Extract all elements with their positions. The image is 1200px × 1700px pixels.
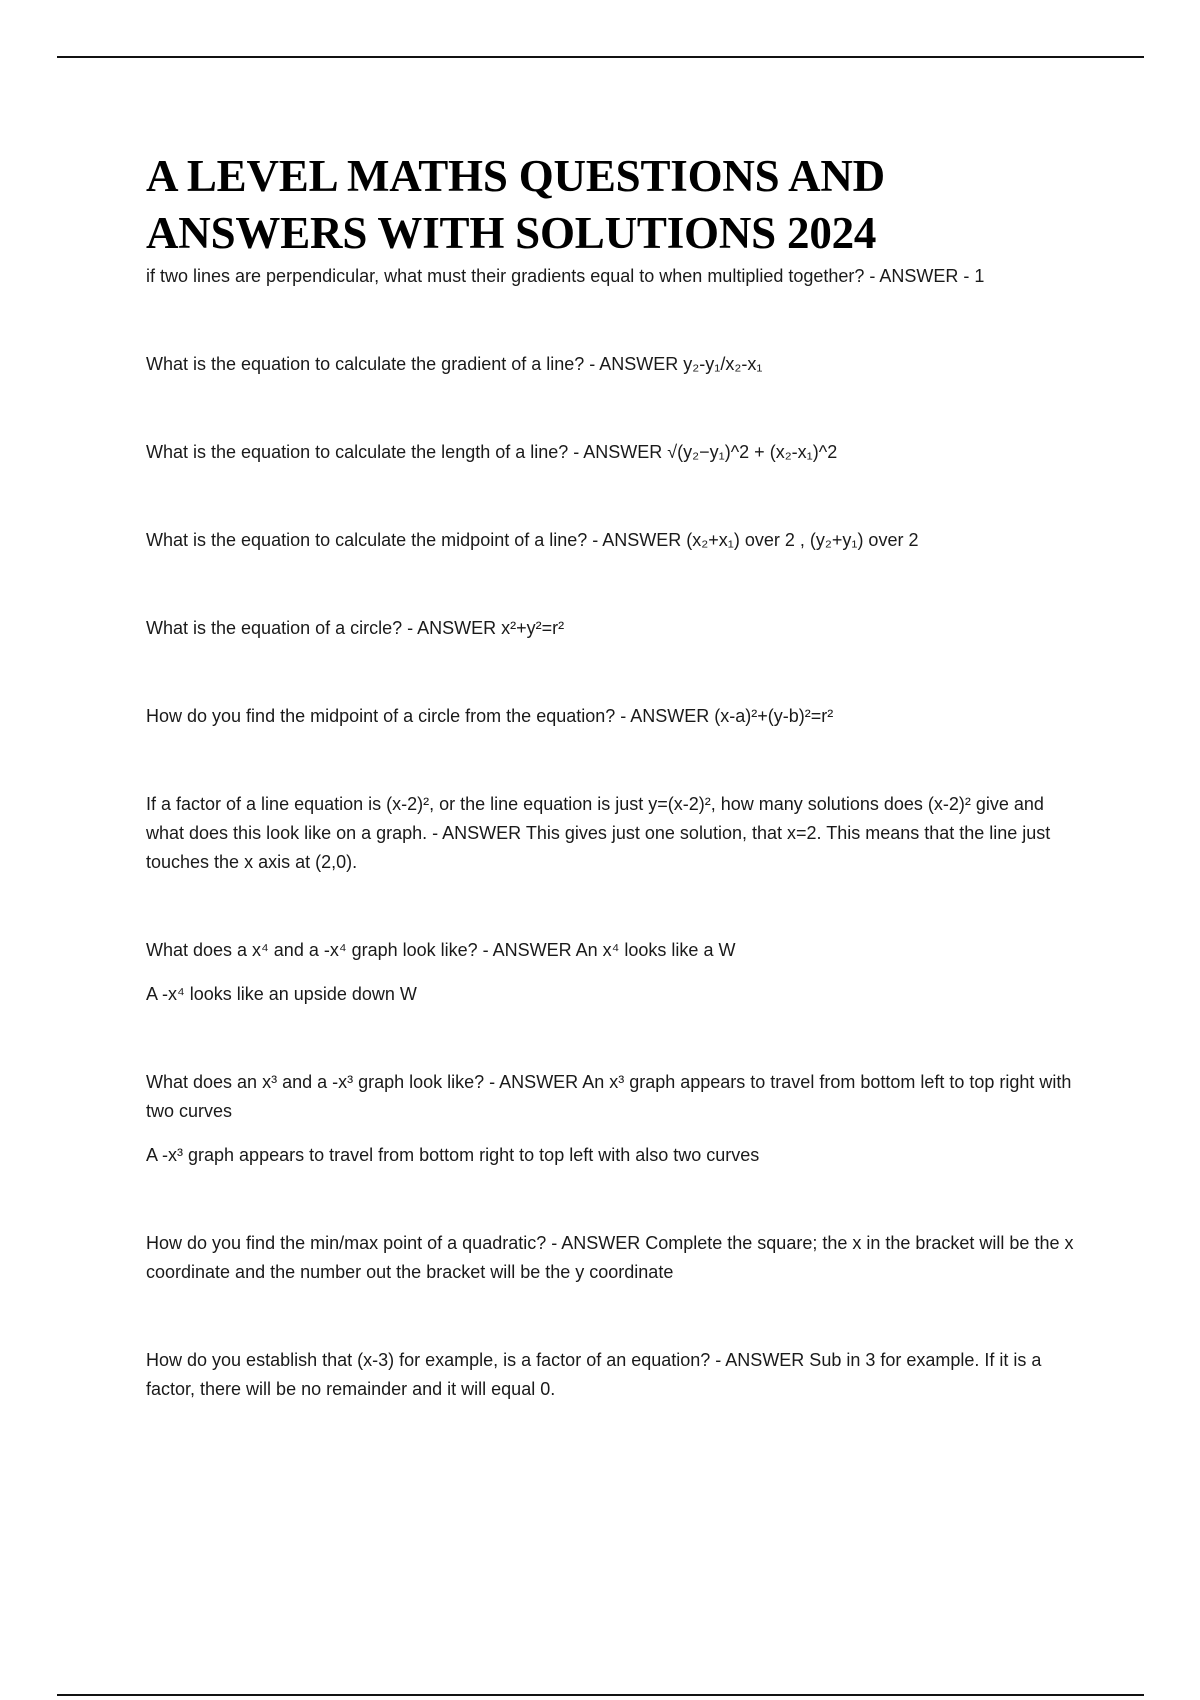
- qa-item: [146, 1346, 1086, 1404]
- qa-paragraph: How do you find the midpoint of a circle from the equation? - ANSWER (x-a)²+(y-b)²=r²: [146, 706, 834, 726]
- qa-item: [146, 1229, 1086, 1287]
- qa-paragraph: A -x³ graph appears to travel from bottom right to top left with also two curves: [146, 1145, 760, 1165]
- qa-paragraph: What is the equation to calculate the gradient of a line? - ANSWER y₂-y₁/x₂-x₁: [146, 354, 763, 374]
- qa-item: [146, 438, 1086, 467]
- qa-paragraph: What is the equation of a circle? - ANSWER x²+y²=r²: [146, 618, 565, 638]
- qa-paragraph: What is the equation to calculate the length of a line? - ANSWER √(y₂−y₁)^2 + (x₂-x₁)^2: [146, 442, 838, 462]
- title-line-1: A LEVEL MATHS QUESTIONS AND: [146, 151, 885, 201]
- qa-paragraph: if two lines are perpendicular, what must their gradients equal to when multiplied together? - ANSWER - 1: [146, 266, 985, 286]
- top-rule: [57, 56, 1144, 58]
- qa-item: [146, 526, 1086, 555]
- qa-item: [146, 702, 1086, 731]
- qa-item: [146, 614, 1086, 643]
- qa-paragraph: What does a x⁴ and a -x⁴ graph look like? - ANSWER An x⁴ looks like a W: [146, 940, 736, 960]
- qa-item: [146, 936, 1086, 1009]
- qa-paragraph: How do you establish that (x-3) for example, is a factor of an equation? - ANSWER Sub in 3 for example. If it is a factor, there will be no remainder and it will equal 0.: [146, 1350, 1042, 1399]
- qa-item: [146, 790, 1086, 877]
- qa-paragraph: A -x⁴ looks like an upside down W: [146, 984, 417, 1004]
- qa-paragraph: What is the equation to calculate the midpoint of a line? - ANSWER (x₂+x₁) over 2 , (y₂+y₁) over 2: [146, 530, 919, 550]
- qa-item: [146, 262, 1086, 291]
- bottom-rule: [57, 1694, 1144, 1696]
- document-title: [146, 148, 1086, 262]
- qa-item: [146, 350, 1086, 379]
- qa-paragraph: What does an x³ and a -x³ graph look like? - ANSWER An x³ graph appears to travel from bottom left to top right with two curves: [146, 1072, 1072, 1121]
- document-body: [146, 148, 1086, 1404]
- title-line-2: ANSWERS WITH SOLUTIONS 2024: [146, 208, 877, 258]
- qa-paragraph: How do you find the min/max point of a quadratic? - ANSWER Complete the square; the x in the bracket will be the x coordinate and the number out the bracket will be the y coordinate: [146, 1233, 1074, 1282]
- qa-paragraph: If a factor of a line equation is (x-2)², or the line equation is just y=(x-2)², how many solutions does (x-2)² give and what does this look like on a graph. - ANSWER This gives just one solution, that x=2. This means that the line just touches the x axis at (2,0).: [146, 794, 1051, 872]
- qa-item: [146, 1068, 1086, 1170]
